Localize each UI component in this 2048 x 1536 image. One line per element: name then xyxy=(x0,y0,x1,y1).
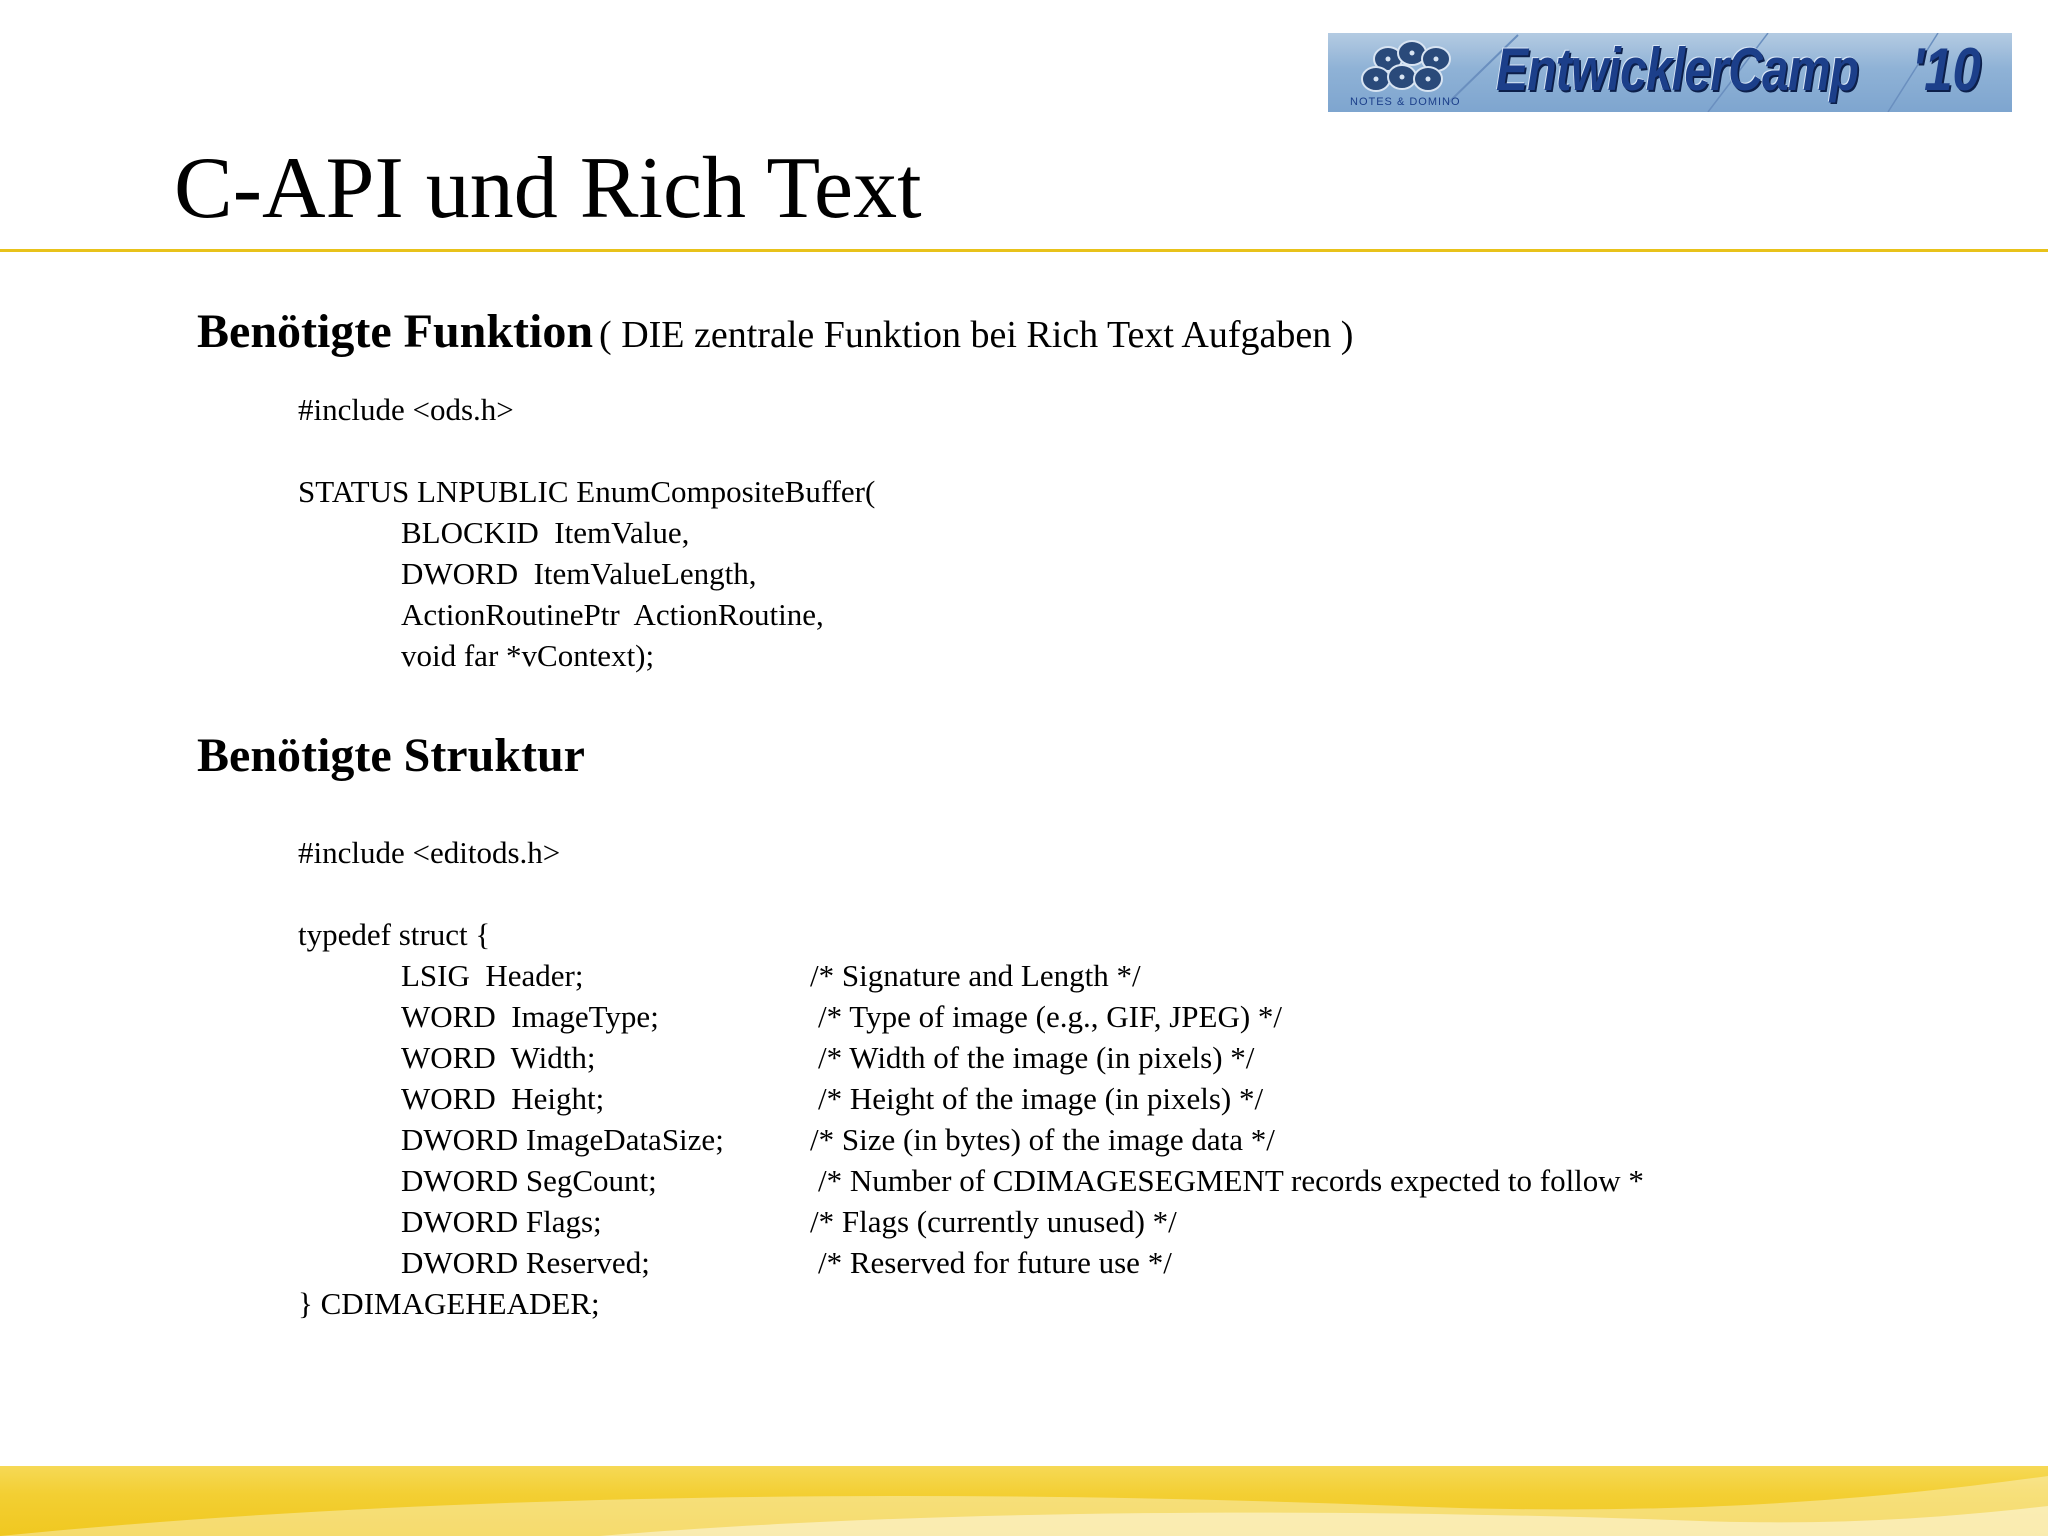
struct-field-decl: DWORD ImageDataSize; xyxy=(401,1122,724,1157)
code-line-param-itemvalue: BLOCKID ItemValue, xyxy=(401,515,690,550)
struct-field-comment: /* Flags (currently unused) */ xyxy=(810,1204,1177,1239)
struct-field-decl: DWORD SegCount; xyxy=(401,1163,657,1198)
code-line-include-editods: #include <editods.h> xyxy=(298,835,561,870)
struct-field-comment: /* Height of the image (in pixels) */ xyxy=(818,1081,1264,1116)
logo-wordmark: EntwicklerCamp xyxy=(1496,36,1859,103)
section-heading-function xyxy=(197,302,1353,370)
footer-swoosh-icon xyxy=(0,1466,2048,1536)
code-line-include-ods: #include <ods.h> xyxy=(298,392,514,427)
section-heading-function-label: Benötigte Funktion xyxy=(197,305,594,358)
struct-field-decl: DWORD Reserved; xyxy=(401,1245,650,1280)
code-line-param-itemvaluelength: DWORD ItemValueLength, xyxy=(401,556,757,591)
section-heading-function-note: ( DIE zentrale Funktion bei Rich Text Aufgaben ) xyxy=(599,314,1354,356)
struct-field-comment: /* Reserved for future use */ xyxy=(818,1245,1172,1280)
struct-field-decl: DWORD Flags; xyxy=(401,1204,602,1239)
code-line-function-signature: STATUS LNPUBLIC EnumCompositeBuffer( xyxy=(298,474,876,509)
struct-field-decl: LSIG Header; xyxy=(401,958,584,993)
entwicklercamp-logo xyxy=(1328,33,2012,112)
struct-field-comment: /* Type of image (e.g., GIF, JPEG) */ xyxy=(818,999,1283,1034)
struct-field-comment: /* Size (in bytes) of the image data */ xyxy=(810,1122,1275,1157)
struct-field-decl: WORD ImageType; xyxy=(401,999,659,1034)
code-line-typedef-open: typedef struct { xyxy=(298,917,491,952)
logo-subtitle: NOTES & DOMINO xyxy=(1350,96,1461,108)
struct-field-comment: /* Number of CDIMAGESEGMENT records expected to follow * xyxy=(818,1163,1644,1198)
footer-decoration xyxy=(0,1466,2048,1536)
struct-field-decl: WORD Width; xyxy=(401,1040,596,1075)
slide-title: C-API und Rich Text xyxy=(174,140,922,237)
struct-field-comment: /* Width of the image (in pixels) */ xyxy=(818,1040,1255,1075)
struct-field-comment: /* Signature and Length */ xyxy=(810,958,1141,993)
struct-field-decl: WORD Height; xyxy=(401,1081,605,1116)
code-line-param-vcontext: void far *vContext); xyxy=(401,638,655,673)
logo-year: '10 xyxy=(1912,36,1981,103)
code-line-typedef-close: } CDIMAGEHEADER; xyxy=(298,1286,600,1321)
section-heading-structure-label: Benötigte Struktur xyxy=(197,729,585,782)
title-divider xyxy=(0,249,2048,252)
section-heading-structure xyxy=(197,726,585,794)
code-line-param-actionroutine: ActionRoutinePtr ActionRoutine, xyxy=(401,597,824,632)
